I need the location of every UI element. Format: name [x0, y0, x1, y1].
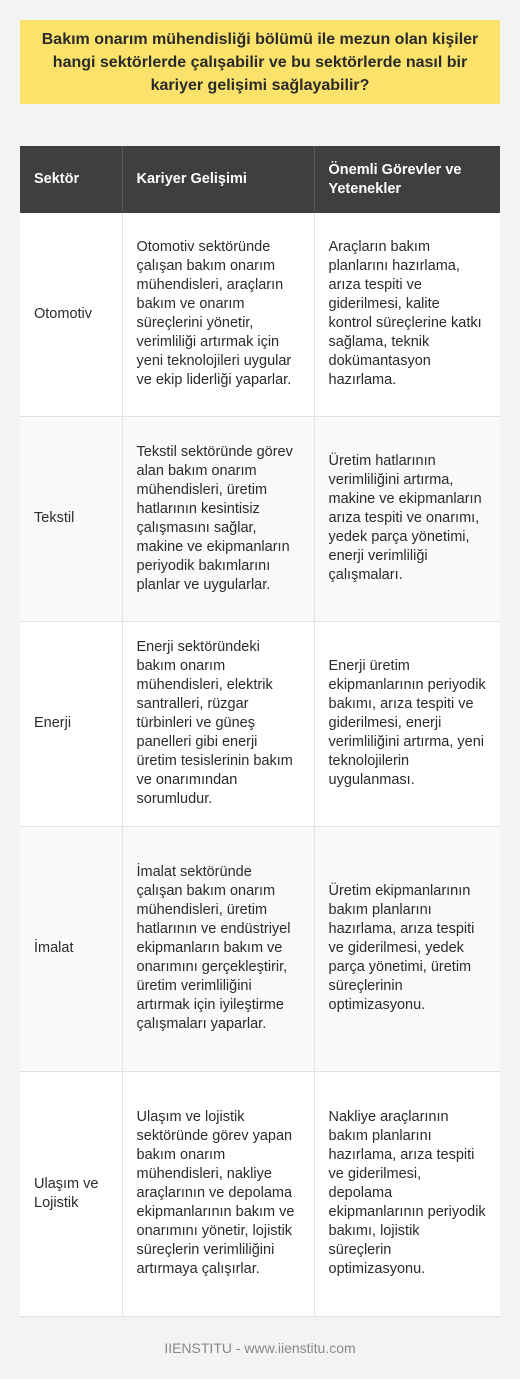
table-row: [20, 416, 500, 621]
header-tasks: Önemli Görevler ve Yetenekler: [314, 146, 500, 213]
cell-tasks: Üretim ekipmanlarının bakım planlarını hazırlama, arıza tespiti ve giderilmesi, yedek parça yönetimi, üretim süreçlerinin optimizasyonu.: [314, 826, 500, 1071]
cell-career: Otomotiv sektöründe çalışan bakım onarım mühendisleri, araçların bakım ve onarım süreçlerini yönetir, verimliliği artırmak için yeni teknolojileri uygular ve ekip liderliği yaparlar.: [122, 213, 314, 416]
page-title: Bakım onarım mühendisliği bölümü ile mezun olan kişiler hangi sektörlerde çalışabilir ve bu sektörlerde nasıl bir kariyer gelişimi sağlayabilir?: [20, 20, 500, 104]
cell-tasks: Üretim hatlarının verimliliğini artırma, makine ve ekipmanların arıza tespiti ve onarımı, yedek parça yönetimi, enerji verimliliği çalışmaları.: [314, 416, 500, 621]
cell-sector: Ulaşım ve Lojistik: [20, 1071, 122, 1316]
table-header-row: [20, 146, 500, 213]
table-row: [20, 213, 500, 416]
table-row: [20, 826, 500, 1071]
footer-credit: IIENSTITU - www.iienstitu.com: [164, 1340, 356, 1356]
cell-tasks: Araçların bakım planlarını hazırlama, arıza tespiti ve giderilmesi, kalite kontrol süreçlerine katkı sağlama, teknik dokümantasyon hazırlama.: [314, 213, 500, 416]
cell-sector: İmalat: [20, 826, 122, 1071]
cell-sector: Tekstil: [20, 416, 122, 621]
cell-career: Tekstil sektöründe görev alan bakım onarım mühendisleri, üretim hatlarının kesintisiz çalışmasını sağlar, makine ve ekipmanların periyodik bakımlarını planlar ve uygularlar.: [122, 416, 314, 621]
cell-tasks: Nakliye araçlarının bakım planlarını hazırlama, arıza tespiti ve giderilmesi, depolama ekipmanlarının periyodik bakımı, lojistik süreçlerin optimizasyonu.: [314, 1071, 500, 1316]
cell-sector: Otomotiv: [20, 213, 122, 416]
sector-table: [20, 146, 500, 1317]
table-row: [20, 621, 500, 826]
table-row: [20, 1071, 500, 1316]
cell-sector: Enerji: [20, 621, 122, 826]
cell-career: Enerji sektöründeki bakım onarım mühendisleri, elektrik santralleri, rüzgar türbinleri ve güneş panelleri gibi enerji üretim tesislerinin bakım ve onarımından sorumludur.: [122, 621, 314, 826]
cell-tasks: Enerji üretim ekipmanlarının periyodik bakımı, arıza tespiti ve giderilmesi, enerji verimliliğini artırma, yeni teknolojilerin uygulanması.: [314, 621, 500, 826]
cell-career: İmalat sektöründe çalışan bakım onarım mühendisleri, üretim hatlarının ve endüstriyel ekipmanların bakım ve onarımını gerçekleştirir, üretim verimliliğini artırmak için iyileştirme çalışmaları yaparlar.: [122, 826, 314, 1071]
cell-career: Ulaşım ve lojistik sektöründe görev yapan bakım onarım mühendisleri, nakliye araçlarının ve depolama ekipmanlarının bakım ve onarımını yönetir, lojistik süreçlerin verimliliğini artırmaya çalışırlar.: [122, 1071, 314, 1316]
header-career: Kariyer Gelişimi: [122, 146, 314, 213]
header-sector: Sektör: [20, 146, 122, 213]
